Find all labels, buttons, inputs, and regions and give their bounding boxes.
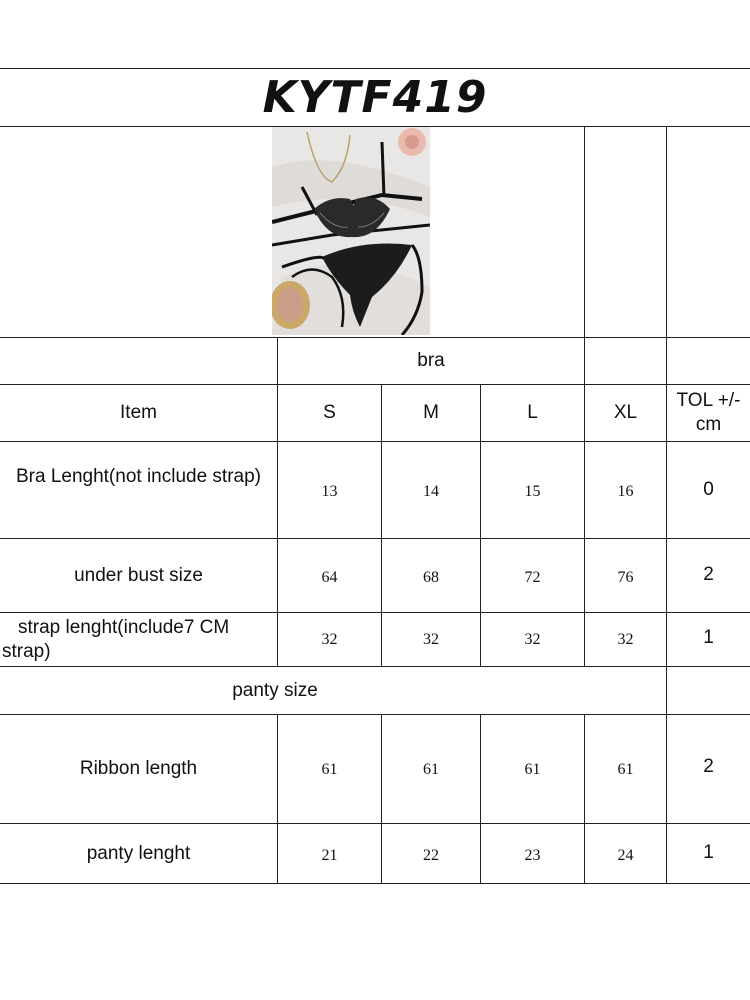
tolerance-cell: 2 [703,564,714,585]
panty-section-header: panty size [232,679,318,701]
table-cell: 16 [617,483,634,500]
table-cell: 61 [524,761,541,778]
table-cell: 32 [423,630,439,648]
row-label-ribbon-length: Ribbon length [79,758,198,779]
row-label-under-bust: under bust size [74,564,203,586]
column-header-xl: XL [613,402,638,423]
table-cell: 68 [423,569,439,586]
row-label-bra-length: Bra Lenght(not include strap) [15,466,262,487]
table-cell: 15 [524,483,541,500]
table-cell: 14 [423,483,439,500]
table-cell: 72 [524,569,541,586]
tolerance-cell: 1 [703,841,714,863]
column-header-tolerance: TOL +/- cm [676,390,741,435]
tolerance-cell: 2 [703,756,714,777]
table-cell: 61 [423,761,439,778]
table-cell: 32 [524,630,541,648]
table-cell: 61 [617,761,634,778]
table-cell: 13 [321,483,338,500]
tolerance-cell: 1 [703,626,714,648]
row-label-strap-length: strap lenght(include7 CM strap) [2,616,230,662]
product-code-title: KYTF419 [262,71,488,123]
table-cell: 21 [321,846,338,864]
row-label-panty-length: panty lenght [86,842,191,864]
bra-section-header: bra [417,350,445,371]
table-cell: 64 [321,569,338,586]
table-cell: 61 [321,761,338,778]
tolerance-cell: 0 [703,479,714,500]
table-cell: 23 [524,846,541,864]
column-header-m: M [423,402,439,423]
product-photo [272,127,430,335]
table-cell: 76 [617,569,634,586]
table-cell: 32 [617,630,634,648]
table-cell: 22 [423,846,439,864]
column-header-l: L [527,402,538,423]
column-header-s: S [323,402,336,423]
column-header-item: Item [120,402,157,423]
table-cell: 32 [321,630,338,648]
table-cell: 24 [617,846,634,864]
